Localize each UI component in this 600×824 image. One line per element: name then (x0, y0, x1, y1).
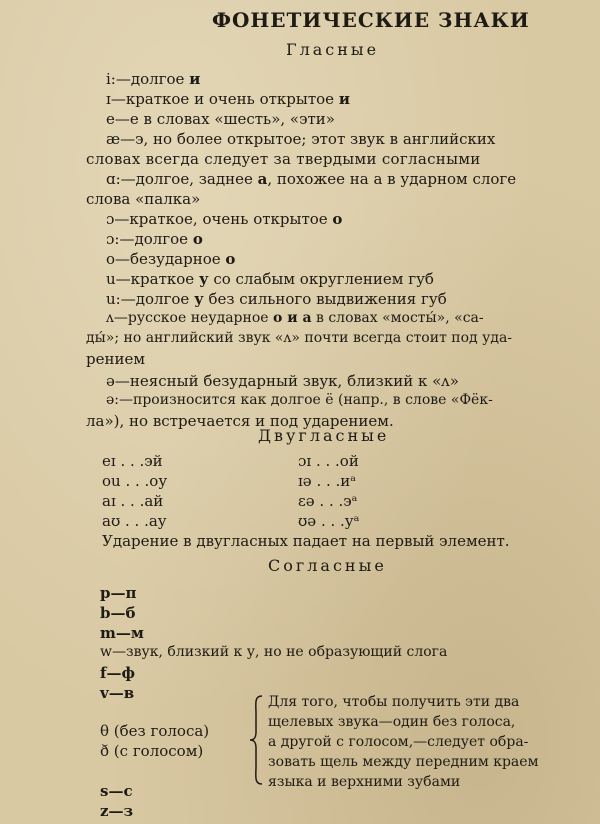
diphthong-left: ou . . .оу (102, 472, 168, 490)
vowel-line (106, 310, 484, 326)
curly-brace-icon (248, 694, 264, 786)
consonant-item: p—п (100, 584, 137, 602)
vowel-line (86, 350, 145, 368)
vowels-heading: Гласные (286, 40, 380, 59)
vowel-line (106, 372, 459, 390)
vowel-desc: —э, но более открытое; этот звук в английских (120, 130, 496, 148)
consonant-item: f—ф (100, 664, 135, 682)
vowel-symbol: ə (106, 372, 115, 390)
brace-text-line: а другой с голосом,—следует обра- (268, 734, 529, 750)
vowel-desc: —безударное (115, 250, 226, 268)
vowel-desc: —долгое (120, 290, 195, 308)
consonant-item: s—с (100, 782, 133, 800)
vowel-desc-tail: , похожее на а в ударном слоге (267, 170, 517, 188)
brace-text-line: щелевых звука—один без голоса, (268, 714, 516, 730)
diphthongs-heading: Двугласные (258, 426, 390, 445)
diphthong-left: eɪ . . .эй (102, 452, 163, 470)
vowel-line (106, 230, 203, 248)
vowel-symbol: ɑ: (106, 170, 121, 188)
diphthong-left: aɪ . . .ай (102, 492, 164, 510)
vowel-symbol: æ (106, 130, 121, 148)
vowel-line (106, 250, 235, 268)
consonants-heading: Согласные (268, 556, 387, 575)
diphthong-right: ʊə . . .уᵃ (298, 512, 360, 530)
vowel-desc: —краткое и очень открытое (110, 90, 339, 108)
brace-text-line: зовать щель между передним краем (268, 754, 539, 770)
vowel-symbol: ɪ (106, 90, 111, 108)
diphthong-right: ɔɪ . . .ой (298, 452, 359, 470)
diphthong-left: aʊ . . .ау (102, 512, 167, 530)
vowel-bold: о (192, 230, 203, 248)
vowel-line (106, 392, 493, 408)
vowel-symbol: u: (106, 290, 121, 308)
vowel-line (106, 130, 586, 148)
vowel-line (106, 90, 350, 108)
vowel-line (86, 190, 200, 208)
consonant-eth: ð (с голосом) (100, 742, 204, 760)
consonant-theta: θ (без голоса) (100, 722, 210, 740)
vowel-bold: а (257, 170, 268, 188)
vowel-line (106, 170, 516, 188)
vowel-symbol: ʌ (106, 310, 114, 326)
vowel-line (106, 110, 335, 128)
vowel-desc-tail: без сильного выдвижения губ (203, 290, 447, 308)
vowel-symbol: i: (106, 70, 116, 88)
vowel-desc: —русское неударное (113, 310, 273, 326)
vowel-symbol: ə: (106, 392, 120, 408)
vowel-symbol: ɔ: (106, 230, 120, 248)
brace-text-line: Для того, чтобы получить эти два (268, 694, 520, 710)
vowel-line (106, 210, 342, 228)
vowel-bold: и (338, 90, 350, 108)
brace-text-line: языка и верхними зубами (268, 774, 461, 790)
vowel-line (106, 70, 200, 88)
vowel-desc: —краткое, очень открытое (114, 210, 333, 228)
vowel-bold: о (332, 210, 343, 228)
vowel-desc: —произносится как долгое ё (напр., в слове «Фёк- (119, 392, 493, 408)
diphthong-right: ɛə . . .эᵃ (298, 492, 358, 510)
vowel-desc: ла»), но встречается и под ударением. (86, 412, 394, 430)
vowel-desc: слова «палка» (86, 190, 201, 208)
consonant-item: z—з (100, 802, 134, 820)
vowel-bold: и (189, 70, 201, 88)
vowel-bold: о (225, 250, 236, 268)
vowel-desc: —неясный безударный звук, близкий к «ʌ» (114, 372, 459, 390)
vowel-desc-tail: в словах «мосты́», «са- (311, 310, 484, 326)
diphthongs-note: Ударение в двугласных падает на первый элемент. (102, 532, 510, 550)
consonant-item: b—б (100, 604, 136, 622)
vowel-desc: ды́»; но английский звук «ʌ» почти всегда стоит под уда- (86, 330, 513, 346)
vowel-desc: —долгое (119, 230, 193, 248)
vowel-symbol: u (106, 270, 116, 288)
vowel-desc: —долгое (115, 70, 190, 88)
vowel-bold: у (194, 290, 204, 308)
vowel-bold: у (198, 270, 209, 288)
vowel-line (86, 150, 481, 168)
consonant-item: v—в (100, 684, 135, 702)
vowel-desc: —е в словах «шесть», «эти» (114, 110, 335, 128)
vowel-line (106, 270, 434, 288)
vowel-line (86, 330, 512, 346)
vowel-desc: —долгое, заднее (120, 170, 258, 188)
diphthong-right: ɪə . . .иᵃ (298, 472, 357, 490)
vowel-symbol: o (106, 250, 116, 268)
vowel-desc: —краткое (115, 270, 199, 288)
vowel-bold: о и а (273, 310, 312, 326)
vowel-desc: рением (86, 350, 146, 368)
vowel-desc: словах всегда следует за твердыми согласными (86, 150, 481, 168)
consonant-item: w—звук, близкий к у, но не образующий слога (100, 644, 448, 660)
page-title: ФОНЕТИЧЕСКИЕ ЗНАКИ (212, 8, 530, 32)
vowel-symbol: e (106, 110, 115, 128)
vowel-desc-tail: со слабым округлением губ (208, 270, 434, 288)
vowel-symbol: ɔ (106, 210, 115, 228)
vowel-line (106, 290, 447, 308)
consonant-item: m—м (100, 624, 144, 642)
